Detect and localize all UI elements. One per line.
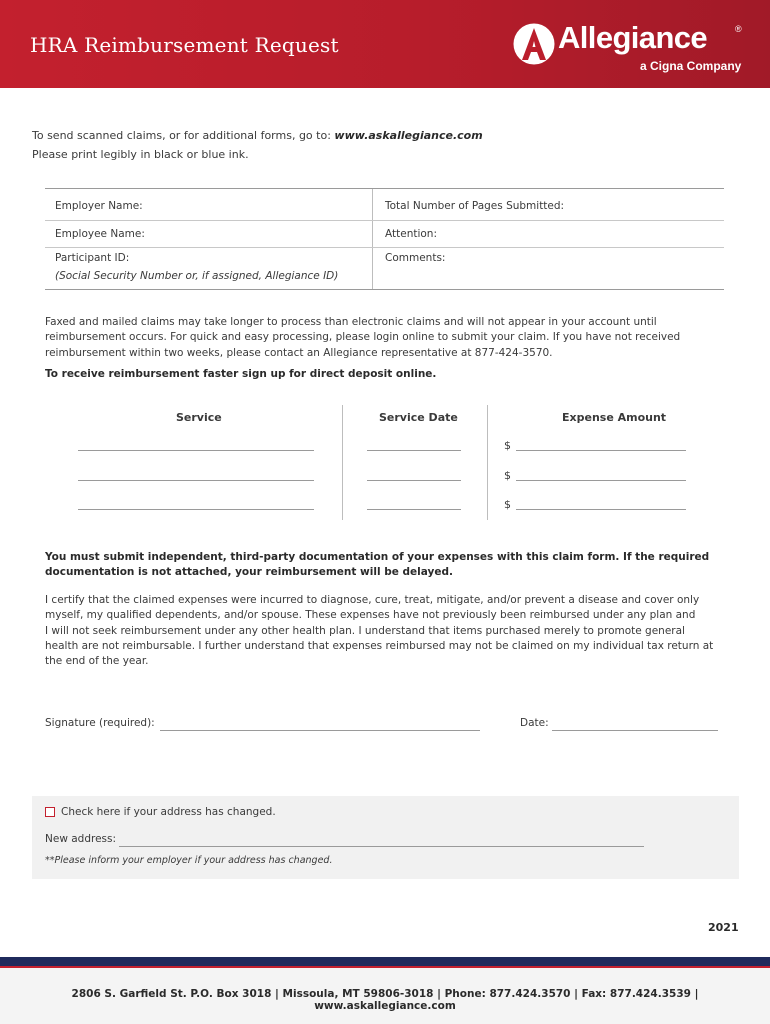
column-divider	[487, 405, 488, 520]
certification-line: I will not seek reimbursement under any other health plan. I understand that items purchased merely to promote general	[45, 624, 685, 637]
address-change-note: **Please inform your employer if your address has changed.	[45, 855, 333, 866]
service-date-column-header: Service Date	[379, 411, 458, 424]
service-input-3[interactable]	[78, 509, 314, 510]
processing-notice	[45, 315, 735, 361]
notice-line: reimbursement occurs. For quick and easy processing, please login online to submit your claim. If you have not received	[45, 331, 681, 344]
participant-id-field[interactable]: Participant ID:	[55, 252, 130, 264]
participant-id-note: (Social Security Number or, if assigned, Allegiance ID)	[55, 270, 339, 282]
intro-line-2: Please print legibly in black or blue ink.	[32, 148, 249, 161]
dollar-sign: $	[504, 439, 511, 452]
certification-line: the end of the year.	[45, 655, 149, 668]
notice-line: reimbursement within two weeks, please contact an Allegiance representative at 877-424-3570.	[45, 346, 553, 359]
employer-name-field[interactable]: Employer Name:	[55, 200, 143, 212]
date-label: Date:	[520, 717, 549, 729]
participant-info-table	[45, 188, 724, 290]
logo-wordmark: Allegiance	[558, 20, 708, 55]
form-title: HRA Reimbursement Request	[30, 33, 339, 57]
service-date-input-1[interactable]	[367, 450, 461, 451]
footer-contact-info: 2806 S. Garfield St. P.O. Box 3018 | Missoula, MT 59806-3018 | Phone: 877.424.3570 | Fax: 877.424.3539 | www.askallegiance.com	[71, 988, 699, 1012]
certification-line: health are not reimbursable. I further understand that expenses reimbursed may not be claimed on my individual tax return at	[45, 639, 714, 652]
amount-input-1[interactable]	[516, 450, 686, 451]
employee-name-field[interactable]: Employee Name:	[55, 228, 145, 240]
new-address-label: New address:	[45, 833, 117, 845]
attention-field[interactable]: Attention:	[385, 228, 437, 240]
website-link[interactable]: www.askallegiance.com	[334, 129, 483, 142]
intro-text: To send scanned claims, or for additional forms, go to:	[32, 129, 335, 142]
expense-amount-column-header: Expense Amount	[562, 411, 667, 424]
certification-line: myself, my qualified dependents, and/or spouse. These expenses have not previously been reimbursed under any plan and	[45, 609, 696, 622]
direct-deposit-notice: To receive reimbursement faster sign up for direct deposit online.	[45, 368, 437, 380]
column-divider	[342, 405, 343, 520]
allegiance-a-icon	[512, 22, 556, 66]
service-column-header: Service	[176, 411, 222, 424]
notice-line: Faxed and mailed claims may take longer to process than electronic claims and will not appear in your account until	[45, 316, 657, 328]
row-divider	[45, 247, 724, 248]
date-input[interactable]	[552, 730, 718, 731]
dollar-sign: $	[504, 498, 511, 511]
signature-input[interactable]	[160, 730, 480, 731]
documentation-line: documentation is not attached, your reimbursement will be delayed.	[45, 566, 453, 579]
documentation-line: You must submit independent, third-party documentation of your expenses with this claim form. If the required	[45, 551, 710, 563]
total-pages-field[interactable]: Total Number of Pages Submitted:	[385, 200, 565, 212]
form-year: 2021	[708, 921, 739, 934]
address-changed-label: Check here if your address has changed.	[61, 806, 276, 818]
footer	[0, 968, 770, 1024]
certification-line: I certify that the claimed expenses were incurred to diagnose, cure, treat, mitigate, and/or prevent a disease and cover only	[45, 594, 700, 606]
intro-line-1	[32, 129, 483, 142]
service-input-1[interactable]	[78, 450, 314, 451]
amount-input-2[interactable]	[516, 480, 686, 481]
signature-label: Signature (required):	[45, 717, 155, 729]
header-banner	[0, 0, 770, 88]
address-changed-checkbox[interactable]	[45, 807, 55, 817]
registered-mark: ®	[735, 24, 742, 34]
comments-field[interactable]: Comments:	[385, 252, 446, 264]
dollar-sign: $	[504, 469, 511, 482]
footer-band	[0, 957, 770, 966]
certification-statement	[45, 593, 735, 669]
service-date-input-3[interactable]	[367, 509, 461, 510]
column-divider	[372, 189, 373, 289]
allegiance-logo	[512, 18, 752, 76]
service-input-2[interactable]	[78, 480, 314, 481]
row-divider	[45, 220, 724, 221]
logo-tagline: a Cigna Company	[640, 59, 742, 73]
new-address-input[interactable]	[119, 846, 644, 847]
service-date-input-2[interactable]	[367, 480, 461, 481]
amount-input-3[interactable]	[516, 509, 686, 510]
documentation-notice	[45, 550, 735, 581]
